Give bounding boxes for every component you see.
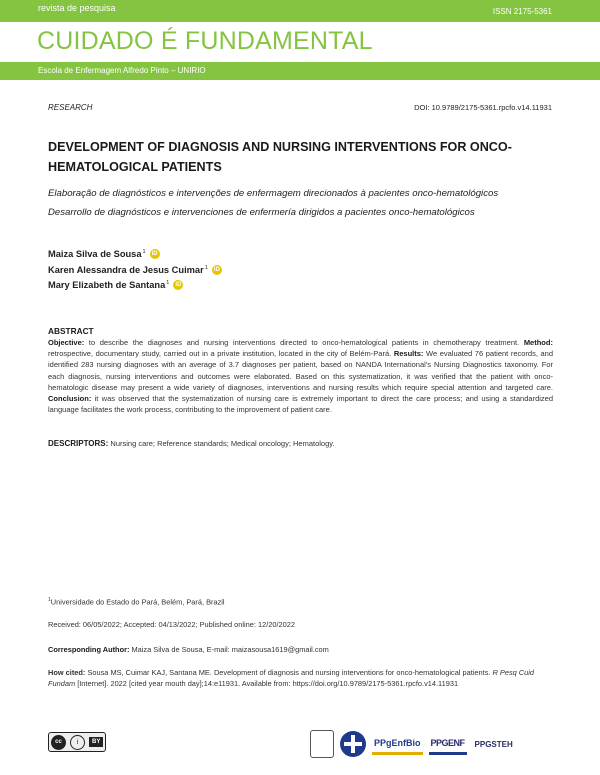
- author-name: Mary Elizabeth de Santana: [48, 280, 166, 290]
- howcited-text-2[interactable]: [Internet]. 2022 [cited year mouth day];14:e11931. Available from: https://doi.org/10.9789/2175-5361.rpcfo.v14.11931: [77, 679, 459, 688]
- corresponding-label: Corresponding Author:: [48, 645, 130, 654]
- results-text: We evaluated 76 patient records, and identified 283 nursing diagnoses with an average of 3.7 diagnoses per patient, based on NANDA International's Nursing Diagnostics taxonomy. For each diagnosis, nursing interventions and outcomes were elaborated. Based on this systematization, it was verified that the patient with onco-hematologic disease may present a wide variety of diagnoses, interventions and nursing results which require special attention and targeted care.: [48, 349, 554, 392]
- orcid-icon[interactable]: iD: [213, 267, 220, 273]
- author-name: Maiza Silva de Sousa: [48, 249, 142, 259]
- person-icon: i: [70, 735, 85, 750]
- conclusion-label: Conclusion:: [48, 394, 92, 404]
- objective-label: Objective:: [48, 338, 85, 347]
- author-3: [48, 280, 183, 290]
- corresponding-text: Maiza Silva de Sousa, E-mail: maizasousa1619@gmail.com: [131, 645, 329, 654]
- abstract-heading: ABSTRACT: [48, 326, 94, 336]
- orcid-icon[interactable]: iD: [151, 251, 158, 257]
- method-label: Method:: [523, 338, 553, 347]
- school-name: Escola de Enfermagem Alfredo Pinto – UNIRIO: [38, 66, 206, 75]
- school-bar: [0, 62, 600, 80]
- howcited-label: How cited:: [48, 668, 86, 677]
- title-spanish: Desarrollo de diagnósticos e intervenciones de enfermería dirigidos a pacientes onco-hematológicos: [48, 207, 475, 218]
- how-cited: [48, 667, 553, 689]
- logo-ppgenfbio: PPgEnfBio: [372, 734, 423, 755]
- descriptors-text: Nursing care; Reference standards; Medical oncology; Hematology.: [110, 439, 335, 448]
- article-title: DEVELOPMENT OF DIAGNOSIS AND NURSING INTERVENTIONS FOR ONCO-HEMATOLOGICAL PATIENTS: [48, 140, 512, 174]
- license-by: BY: [89, 737, 103, 747]
- cc-license-badge[interactable]: [48, 732, 106, 752]
- cross-logo-icon: [340, 731, 366, 757]
- author-2: [48, 265, 222, 275]
- author-1: [48, 249, 160, 259]
- cc-icon: cc: [51, 735, 66, 750]
- method-text: retrospective, documentary study, carried out in a private institution, located in the city of Belém-Pará.: [48, 349, 392, 359]
- objective-text: to describe the diagnoses and nursing interventions directed to onco-hematological patients in chemotherapy treatment.: [88, 338, 520, 347]
- institution-logos: [310, 730, 515, 758]
- journal-title: CUIDADO É FUNDAMENTAL: [37, 27, 373, 55]
- journal-label: revista de pesquisa: [38, 3, 116, 13]
- descriptors-label: DESCRIPTORS:: [48, 439, 109, 448]
- affiliation-text: Universidade do Estado do Pará, Belém, Pará, Brazil: [50, 597, 225, 607]
- author-affiliation-sup: 1: [166, 280, 170, 286]
- author-name: Karen Alessandra de Jesus Cuimar: [48, 265, 204, 275]
- section-label: RESEARCH: [48, 103, 93, 112]
- author-affiliation-sup: 1: [204, 265, 208, 271]
- abstract-body: [48, 337, 553, 415]
- howcited-text-1: Sousa MS, Cuimar KAJ, Santana ME. Development of diagnosis and nursing interventions for onco-hematological patients.: [87, 668, 491, 677]
- affiliation: [48, 597, 225, 606]
- issn: ISSN 2175-5361: [492, 7, 552, 16]
- title-portuguese: Elaboração de diagnósticos e intervenções de enfermagem direcionados à pacientes onco-hematológicos: [48, 188, 499, 199]
- howcited-journal: R Pesq Cuid Fundam: [48, 668, 535, 688]
- logo-ppgsteh: PPGSTEH: [474, 739, 513, 749]
- dates: Received: 06/05/2022; Accepted: 04/13/2022; Published online: 12/20/2022: [48, 620, 295, 629]
- author-affiliation-sup: 1: [142, 249, 146, 255]
- header-bar: [0, 0, 600, 22]
- results-label: Results:: [393, 349, 424, 359]
- descriptors: [48, 439, 553, 448]
- corresponding-author: [48, 645, 329, 654]
- orcid-icon[interactable]: iD: [175, 282, 182, 288]
- conclusion-text: it was observed that the systematization of nursing care is extremely important to direct the care process; and using a standardized language facilitates the work process, contributing to the improvement of patient care.: [48, 394, 553, 415]
- doi[interactable]: DOI: 10.9789/2175-5361.rpcfo.v14.11931: [414, 103, 552, 112]
- logo-ppgenf: PPGENF: [429, 734, 467, 755]
- affiliation-sup: 1: [48, 597, 51, 603]
- university-logo-icon: [310, 730, 334, 758]
